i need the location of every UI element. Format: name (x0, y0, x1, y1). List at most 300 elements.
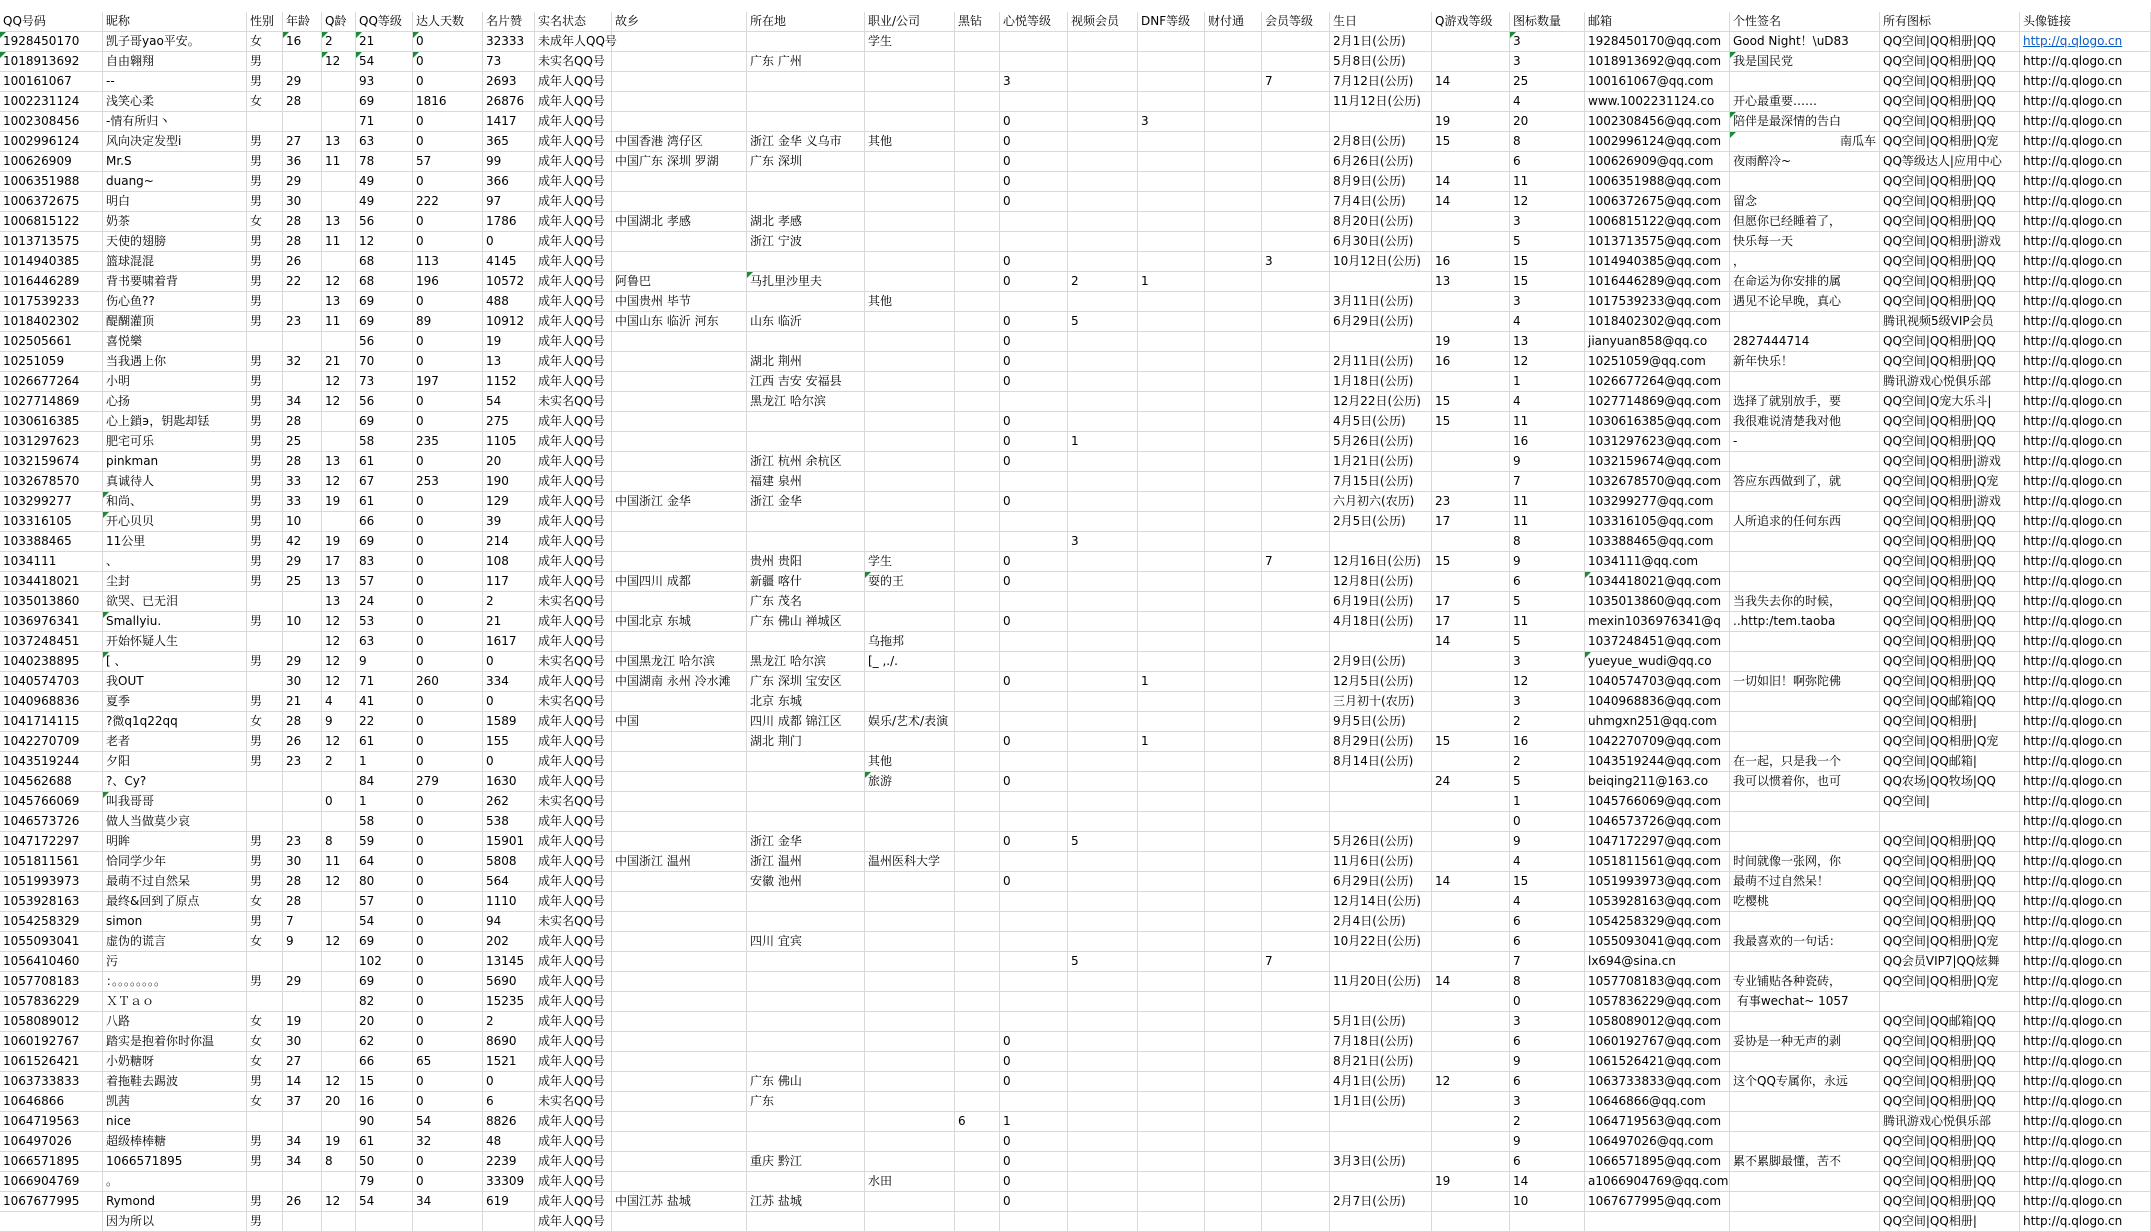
cell-realname-status[interactable]: 成年人QQ号 (535, 1132, 612, 1152)
cell-hometown[interactable] (612, 352, 747, 372)
cell-icon-count[interactable]: 3 (1510, 212, 1585, 232)
cell-job[interactable] (865, 452, 955, 472)
cell-email[interactable]: 1064719563@qq.com (1585, 1112, 1730, 1132)
cell-all-icons[interactable]: QQ空间|QQ相册|QQ (1880, 852, 2020, 872)
cell-tenpay[interactable] (1205, 972, 1262, 992)
cell-card-likes[interactable]: 33309 (483, 1172, 535, 1192)
cell-dnf-level[interactable] (1138, 92, 1205, 112)
cell-qq-level[interactable]: 41 (356, 692, 413, 712)
cell-location[interactable]: 广东 深圳 (747, 152, 865, 172)
cell-all-icons[interactable]: QQ空间|QQ相册|QQ (1880, 1152, 2020, 1172)
cell-black-diamond[interactable] (955, 272, 1000, 292)
cell-qgame-level[interactable]: 14 (1432, 72, 1510, 92)
cell-avatar-link[interactable]: http://q.qlogo.cn (2020, 1132, 2151, 1152)
cell-qq[interactable]: 1054258329 (0, 912, 103, 932)
cell-daren-days[interactable]: 34 (413, 1192, 483, 1212)
cell-job[interactable] (865, 392, 955, 412)
cell-card-likes[interactable]: 214 (483, 532, 535, 552)
cell-daren-days[interactable]: 0 (413, 872, 483, 892)
cell-gender[interactable]: 男 (247, 572, 283, 592)
cell-avatar-link[interactable]: http://q.qlogo.cn (2020, 32, 2151, 52)
cell-qgame-level[interactable] (1432, 812, 1510, 832)
cell-age[interactable]: 23 (283, 312, 322, 332)
cell-tenpay[interactable] (1205, 272, 1262, 292)
cell-card-likes[interactable]: 5690 (483, 972, 535, 992)
cell-birthday[interactable]: 10月12日(公历) (1330, 252, 1432, 272)
cell-avatar-link[interactable]: http://q.qlogo.cn (2020, 992, 2151, 1012)
cell-dnf-level[interactable] (1138, 772, 1205, 792)
cell-avatar-link[interactable]: http://q.qlogo.cn (2020, 792, 2151, 812)
cell-email[interactable]: 1018913692@qq.com (1585, 52, 1730, 72)
cell-nickname[interactable]: 欲哭、已无泪 (103, 592, 247, 612)
cell-avatar-link[interactable]: http://q.qlogo.cn (2020, 552, 2151, 572)
cell-video-vip[interactable] (1068, 512, 1138, 532)
cell-hometown[interactable] (612, 832, 747, 852)
cell-tenpay[interactable] (1205, 332, 1262, 352)
cell-qq-level[interactable]: 1 (356, 792, 413, 812)
cell-daren-days[interactable]: 0 (413, 1092, 483, 1112)
cell-hometown[interactable] (612, 1152, 747, 1172)
column-header-birthday[interactable]: 生日 (1330, 12, 1432, 32)
cell-birthday[interactable]: 2月9日(公历) (1330, 652, 1432, 672)
cell-age[interactable]: 28 (283, 712, 322, 732)
cell-email[interactable]: 1006815122@qq.com (1585, 212, 1730, 232)
cell-daren-days[interactable]: 0 (413, 72, 483, 92)
cell-birthday[interactable]: 5月8日(公历) (1330, 52, 1432, 72)
cell-qq-level[interactable]: 69 (356, 532, 413, 552)
cell-qq[interactable]: 1034418021 (0, 572, 103, 592)
cell-qgame-level[interactable]: 16 (1432, 252, 1510, 272)
cell-xinyue-level[interactable]: 0 (1000, 1172, 1068, 1192)
cell-qgame-level[interactable] (1432, 792, 1510, 812)
cell-job[interactable] (865, 112, 955, 132)
cell-email[interactable]: 1032678570@qq.com (1585, 472, 1730, 492)
cell-dnf-level[interactable] (1138, 552, 1205, 572)
cell-all-icons[interactable]: QQ空间|QQ相册|Q宠 (1880, 732, 2020, 752)
cell-all-icons[interactable]: QQ空间|QQ相册|QQ (1880, 912, 2020, 932)
cell-xinyue-level[interactable]: 0 (1000, 172, 1068, 192)
cell-black-diamond[interactable] (955, 1192, 1000, 1212)
cell-gender[interactable] (247, 672, 283, 692)
cell-signature[interactable]: 遇见不论早晚，真心 (1730, 292, 1880, 312)
cell-daren-days[interactable]: 57 (413, 152, 483, 172)
cell-video-vip[interactable] (1068, 372, 1138, 392)
cell-dnf-level[interactable] (1138, 432, 1205, 452)
cell-q-age[interactable] (322, 512, 356, 532)
cell-tenpay[interactable] (1205, 632, 1262, 652)
cell-daren-days[interactable]: 89 (413, 312, 483, 332)
cell-birthday[interactable]: 3月3日(公历) (1330, 1152, 1432, 1172)
cell-location[interactable]: 北京 东城 (747, 692, 865, 712)
cell-nickname[interactable]: 小奶糖呀 (103, 1052, 247, 1072)
cell-qq-level[interactable]: 56 (356, 392, 413, 412)
cell-realname-status[interactable]: 成年人QQ号 (535, 772, 612, 792)
cell-age[interactable] (283, 812, 322, 832)
cell-qq-level[interactable]: 84 (356, 772, 413, 792)
cell-qq-level[interactable]: 69 (356, 292, 413, 312)
cell-dnf-level[interactable] (1138, 372, 1205, 392)
cell-avatar-link[interactable]: http://q.qlogo.cn (2020, 692, 2151, 712)
cell-job[interactable] (865, 1092, 955, 1112)
column-header-gender[interactable]: 性别 (247, 12, 283, 32)
cell-vip-level[interactable] (1262, 132, 1330, 152)
cell-tenpay[interactable] (1205, 132, 1262, 152)
cell-avatar-link[interactable]: http://q.qlogo.cn (2020, 1032, 2151, 1052)
cell-avatar-link[interactable]: http://q.qlogo.cn (2020, 452, 2151, 472)
cell-birthday[interactable]: 2月4日(公历) (1330, 912, 1432, 932)
cell-realname-status[interactable]: 未实名QQ号 (535, 912, 612, 932)
cell-job[interactable] (865, 972, 955, 992)
cell-all-icons[interactable]: QQ空间|QQ相册|QQ (1880, 512, 2020, 532)
cell-signature[interactable] (1730, 952, 1880, 972)
cell-card-likes[interactable]: 32333 (483, 32, 535, 52)
cell-q-age[interactable] (322, 912, 356, 932)
cell-black-diamond[interactable] (955, 932, 1000, 952)
cell-all-icons[interactable]: QQ空间|QQ相册| (1880, 1212, 2020, 1232)
cell-xinyue-level[interactable] (1000, 712, 1068, 732)
cell-location[interactable]: 湖北 荆门 (747, 732, 865, 752)
cell-signature[interactable]: 我可以惯着你，也可 (1730, 772, 1880, 792)
cell-video-vip[interactable] (1068, 1012, 1138, 1032)
cell-qq-level[interactable]: 21 (356, 32, 413, 52)
cell-realname-status[interactable]: 成年人QQ号 (535, 892, 612, 912)
cell-birthday[interactable] (1330, 632, 1432, 652)
cell-icon-count[interactable]: 5 (1510, 592, 1585, 612)
cell-q-age[interactable]: 12 (322, 392, 356, 412)
cell-black-diamond[interactable] (955, 872, 1000, 892)
cell-nickname[interactable]: pinkman (103, 452, 247, 472)
cell-all-icons[interactable]: QQ空间|QQ相册|QQ (1880, 72, 2020, 92)
cell-video-vip[interactable] (1068, 452, 1138, 472)
cell-tenpay[interactable] (1205, 92, 1262, 112)
cell-card-likes[interactable]: 0 (483, 692, 535, 712)
cell-video-vip[interactable] (1068, 1212, 1138, 1232)
cell-birthday[interactable]: 4月5日(公历) (1330, 412, 1432, 432)
cell-daren-days[interactable]: 0 (413, 632, 483, 652)
cell-video-vip[interactable]: 1 (1068, 432, 1138, 452)
cell-daren-days[interactable]: 65 (413, 1052, 483, 1072)
cell-qq[interactable]: 1018402302 (0, 312, 103, 332)
cell-tenpay[interactable] (1205, 932, 1262, 952)
cell-gender[interactable]: 男 (247, 652, 283, 672)
cell-video-vip[interactable] (1068, 1132, 1138, 1152)
cell-hometown[interactable] (612, 252, 747, 272)
cell-signature[interactable] (1730, 172, 1880, 192)
cell-realname-status[interactable]: 成年人QQ号 (535, 632, 612, 652)
cell-gender[interactable]: 男 (247, 732, 283, 752)
cell-gender[interactable]: 男 (247, 612, 283, 632)
cell-video-vip[interactable] (1068, 652, 1138, 672)
cell-tenpay[interactable] (1205, 412, 1262, 432)
cell-hometown[interactable] (612, 1172, 747, 1192)
cell-xinyue-level[interactable] (1000, 512, 1068, 532)
cell-all-icons[interactable]: QQ空间|QQ相册|QQ (1880, 832, 2020, 852)
cell-email[interactable]: 1060192767@qq.com (1585, 1032, 1730, 1052)
cell-black-diamond[interactable] (955, 412, 1000, 432)
cell-avatar-link[interactable]: http://q.qlogo.cn (2020, 812, 2151, 832)
cell-all-icons[interactable]: QQ空间|QQ相册|QQ (1880, 32, 2020, 52)
cell-q-age[interactable] (322, 172, 356, 192)
cell-age[interactable] (283, 112, 322, 132)
cell-location[interactable]: 四川 成都 锦江区 (747, 712, 865, 732)
cell-all-icons[interactable]: QQ空间|QQ相册|QQ (1880, 1052, 2020, 1072)
cell-gender[interactable]: 男 (247, 72, 283, 92)
cell-birthday[interactable] (1330, 952, 1432, 972)
cell-black-diamond[interactable] (955, 552, 1000, 572)
cell-xinyue-level[interactable]: 0 (1000, 1152, 1068, 1172)
cell-daren-days[interactable]: 113 (413, 252, 483, 272)
cell-qq[interactable]: 1002231124 (0, 92, 103, 112)
cell-card-likes[interactable]: 117 (483, 572, 535, 592)
cell-video-vip[interactable] (1068, 592, 1138, 612)
cell-gender[interactable]: 男 (247, 832, 283, 852)
cell-location[interactable]: 浙江 金华 (747, 832, 865, 852)
cell-q-age[interactable] (322, 1032, 356, 1052)
cell-daren-days[interactable]: 0 (413, 232, 483, 252)
cell-black-diamond[interactable] (955, 632, 1000, 652)
cell-black-diamond[interactable] (955, 232, 1000, 252)
cell-nickname[interactable]: 自由翱翔 (103, 52, 247, 72)
cell-card-likes[interactable]: 202 (483, 932, 535, 952)
cell-daren-days[interactable]: 0 (413, 412, 483, 432)
cell-all-icons[interactable]: QQ空间|QQ相册|QQ (1880, 432, 2020, 452)
cell-realname-status[interactable]: 成年人QQ号 (535, 532, 612, 552)
cell-all-icons[interactable]: QQ空间|QQ相册|QQ (1880, 192, 2020, 212)
cell-all-icons[interactable]: QQ空间|Q宠大乐斗| (1880, 392, 2020, 412)
cell-gender[interactable]: 男 (247, 872, 283, 892)
cell-job[interactable]: 乌拖邦 (865, 632, 955, 652)
cell-qq[interactable]: 1064719563 (0, 1112, 103, 1132)
cell-gender[interactable]: 男 (247, 532, 283, 552)
cell-qq[interactable]: 1032159674 (0, 452, 103, 472)
cell-nickname[interactable]: 。 (103, 1172, 247, 1192)
cell-daren-days[interactable]: 0 (413, 812, 483, 832)
cell-job[interactable] (865, 812, 955, 832)
cell-xinyue-level[interactable]: 1 (1000, 1112, 1068, 1132)
cell-qq[interactable]: 1006351988 (0, 172, 103, 192)
cell-age[interactable]: 21 (283, 692, 322, 712)
cell-card-likes[interactable]: 8826 (483, 1112, 535, 1132)
cell-realname-status[interactable]: 成年人QQ号 (535, 852, 612, 872)
cell-icon-count[interactable]: 9 (1510, 1052, 1585, 1072)
cell-realname-status[interactable]: 成年人QQ号 (535, 352, 612, 372)
cell-signature[interactable] (1730, 452, 1880, 472)
cell-qq[interactable]: 1032678570 (0, 472, 103, 492)
cell-card-likes[interactable]: 366 (483, 172, 535, 192)
cell-age[interactable] (283, 1172, 322, 1192)
cell-daren-days[interactable]: 0 (413, 212, 483, 232)
cell-birthday[interactable]: 11月6日(公历) (1330, 852, 1432, 872)
cell-signature[interactable] (1730, 372, 1880, 392)
cell-realname-status[interactable]: 成年人QQ号 (535, 452, 612, 472)
cell-card-likes[interactable]: 6 (483, 1092, 535, 1112)
cell-email[interactable]: yueyue_wudi@qq.co (1585, 652, 1730, 672)
cell-dnf-level[interactable] (1138, 252, 1205, 272)
cell-qgame-level[interactable]: 15 (1432, 132, 1510, 152)
cell-tenpay[interactable] (1205, 252, 1262, 272)
cell-q-age[interactable]: 12 (322, 652, 356, 672)
cell-icon-count[interactable]: 4 (1510, 312, 1585, 332)
cell-qq-level[interactable]: 24 (356, 592, 413, 612)
cell-hometown[interactable] (612, 192, 747, 212)
cell-gender[interactable]: 女 (247, 892, 283, 912)
cell-daren-days[interactable]: 0 (413, 992, 483, 1012)
cell-qq-level[interactable]: 66 (356, 512, 413, 532)
cell-dnf-level[interactable] (1138, 752, 1205, 772)
cell-daren-days[interactable]: 0 (413, 892, 483, 912)
cell-qq[interactable]: 1042270709 (0, 732, 103, 752)
cell-black-diamond[interactable] (955, 52, 1000, 72)
cell-nickname[interactable]: 、 (103, 552, 247, 572)
cell-q-age[interactable]: 17 (322, 552, 356, 572)
cell-card-likes[interactable]: 1521 (483, 1052, 535, 1072)
cell-icon-count[interactable]: 4 (1510, 92, 1585, 112)
cell-email[interactable]: 106497026@qq.com (1585, 1132, 1730, 1152)
cell-q-age[interactable]: 11 (322, 232, 356, 252)
cell-vip-level[interactable] (1262, 192, 1330, 212)
cell-qq[interactable]: 1035013860 (0, 592, 103, 612)
cell-icon-count[interactable]: 3 (1510, 692, 1585, 712)
cell-signature[interactable]: 最萌不过自然呆！ (1730, 872, 1880, 892)
cell-dnf-level[interactable] (1138, 932, 1205, 952)
cell-vip-level[interactable] (1262, 232, 1330, 252)
cell-qq[interactable]: 1018913692 (0, 52, 103, 72)
cell-signature[interactable] (1730, 632, 1880, 652)
cell-video-vip[interactable] (1068, 1192, 1138, 1212)
cell-daren-days[interactable]: 0 (413, 952, 483, 972)
cell-email[interactable]: 1051811561@qq.com (1585, 852, 1730, 872)
cell-vip-level[interactable] (1262, 472, 1330, 492)
cell-signature[interactable]: 但愿你已经睡着了， (1730, 212, 1880, 232)
cell-realname-status[interactable]: 成年人QQ号 (535, 972, 612, 992)
cell-daren-days[interactable]: 0 (413, 352, 483, 372)
cell-location[interactable]: 江西 吉安 安福县 (747, 372, 865, 392)
cell-qgame-level[interactable]: 14 (1432, 972, 1510, 992)
cell-icon-count[interactable]: 0 (1510, 992, 1585, 1012)
cell-job[interactable] (865, 1012, 955, 1032)
cell-hometown[interactable] (612, 32, 747, 52)
cell-qgame-level[interactable] (1432, 232, 1510, 252)
cell-avatar-link[interactable]: http://q.qlogo.cn (2020, 852, 2151, 872)
cell-daren-days[interactable]: 0 (413, 512, 483, 532)
cell-xinyue-level[interactable]: 0 (1000, 1032, 1068, 1052)
cell-avatar-link[interactable]: http://q.qlogo.cn (2020, 112, 2151, 132)
column-header-black-diamond[interactable]: 黑钻 (955, 12, 1000, 32)
cell-qq[interactable]: 1040238895 (0, 652, 103, 672)
cell-age[interactable]: 28 (283, 232, 322, 252)
cell-dnf-level[interactable] (1138, 532, 1205, 552)
cell-hometown[interactable]: 中国湖北 孝感 (612, 212, 747, 232)
cell-realname-status[interactable]: 成年人QQ号 (535, 312, 612, 332)
cell-black-diamond[interactable] (955, 312, 1000, 332)
cell-black-diamond[interactable] (955, 152, 1000, 172)
cell-all-icons[interactable]: QQ空间|QQ相册|游戏 (1880, 232, 2020, 252)
cell-realname-status[interactable]: 成年人QQ号 (535, 412, 612, 432)
cell-qgame-level[interactable] (1432, 472, 1510, 492)
cell-qgame-level[interactable] (1432, 92, 1510, 112)
cell-nickname[interactable]: 最终&回到了原点 (103, 892, 247, 912)
cell-realname-status[interactable]: 未成年人QQ号 (535, 32, 612, 52)
cell-location[interactable] (747, 1032, 865, 1052)
cell-vip-level[interactable] (1262, 432, 1330, 452)
cell-birthday[interactable] (1330, 812, 1432, 832)
cell-avatar-link[interactable]: http://q.qlogo.cn (2020, 912, 2151, 932)
cell-dnf-level[interactable] (1138, 132, 1205, 152)
cell-age[interactable]: 29 (283, 172, 322, 192)
cell-signature[interactable]: 新年快乐！ (1730, 352, 1880, 372)
cell-vip-level[interactable] (1262, 152, 1330, 172)
cell-nickname[interactable]: 尘封 (103, 572, 247, 592)
cell-avatar-link[interactable]: http://q.qlogo.cn (2020, 292, 2151, 312)
cell-job[interactable] (865, 52, 955, 72)
cell-daren-days[interactable]: 0 (413, 452, 483, 472)
cell-xinyue-level[interactable] (1000, 992, 1068, 1012)
cell-job[interactable] (865, 212, 955, 232)
cell-tenpay[interactable] (1205, 352, 1262, 372)
cell-qgame-level[interactable] (1432, 32, 1510, 52)
cell-gender[interactable]: 女 (247, 1052, 283, 1072)
cell-signature[interactable]: 当我失去你的时候， (1730, 592, 1880, 612)
cell-signature[interactable]: 我最喜欢的一句话： (1730, 932, 1880, 952)
cell-xinyue-level[interactable] (1000, 392, 1068, 412)
cell-black-diamond[interactable] (955, 1052, 1000, 1072)
cell-job[interactable] (865, 912, 955, 932)
cell-age[interactable]: 32 (283, 352, 322, 372)
cell-job[interactable] (865, 312, 955, 332)
cell-gender[interactable]: 男 (247, 912, 283, 932)
cell-location[interactable]: 新疆 喀什 (747, 572, 865, 592)
cell-realname-status[interactable]: 成年人QQ号 (535, 1172, 612, 1192)
cell-all-icons[interactable]: QQ空间|QQ相册|Q宠 (1880, 472, 2020, 492)
cell-age[interactable]: 28 (283, 892, 322, 912)
cell-dnf-level[interactable] (1138, 192, 1205, 212)
cell-qq[interactable]: 1051993973 (0, 872, 103, 892)
cell-qq[interactable]: 1030616385 (0, 412, 103, 432)
cell-xinyue-level[interactable]: 0 (1000, 1192, 1068, 1212)
cell-qgame-level[interactable] (1432, 532, 1510, 552)
cell-qgame-level[interactable]: 17 (1432, 612, 1510, 632)
cell-nickname[interactable]: ?微q1q22qq (103, 712, 247, 732)
cell-vip-level[interactable] (1262, 532, 1330, 552)
cell-hometown[interactable] (612, 1012, 747, 1032)
cell-card-likes[interactable]: 155 (483, 732, 535, 752)
cell-card-likes[interactable]: 48 (483, 1132, 535, 1152)
cell-black-diamond[interactable] (955, 1032, 1000, 1052)
cell-tenpay[interactable] (1205, 152, 1262, 172)
cell-vip-level[interactable] (1262, 972, 1330, 992)
cell-email[interactable]: 1037248451@qq.com (1585, 632, 1730, 652)
cell-xinyue-level[interactable]: 3 (1000, 72, 1068, 92)
cell-xinyue-level[interactable]: 0 (1000, 452, 1068, 472)
cell-xinyue-level[interactable]: 0 (1000, 152, 1068, 172)
cell-card-likes[interactable]: 5808 (483, 852, 535, 872)
cell-card-likes[interactable]: 1617 (483, 632, 535, 652)
cell-q-age[interactable]: 12 (322, 272, 356, 292)
cell-birthday[interactable]: 6月30日(公历) (1330, 232, 1432, 252)
cell-job[interactable]: 其他 (865, 292, 955, 312)
cell-location[interactable] (747, 1052, 865, 1072)
cell-vip-level[interactable] (1262, 992, 1330, 1012)
cell-daren-days[interactable]: 0 (413, 392, 483, 412)
cell-avatar-link[interactable]: http://q.qlogo.cn (2020, 532, 2151, 552)
cell-qq[interactable]: 1041714115 (0, 712, 103, 732)
cell-tenpay[interactable] (1205, 172, 1262, 192)
cell-job[interactable] (865, 1072, 955, 1092)
cell-xinyue-level[interactable]: 0 (1000, 132, 1068, 152)
cell-q-age[interactable] (322, 812, 356, 832)
cell-age[interactable] (283, 332, 322, 352)
cell-daren-days[interactable]: 279 (413, 772, 483, 792)
